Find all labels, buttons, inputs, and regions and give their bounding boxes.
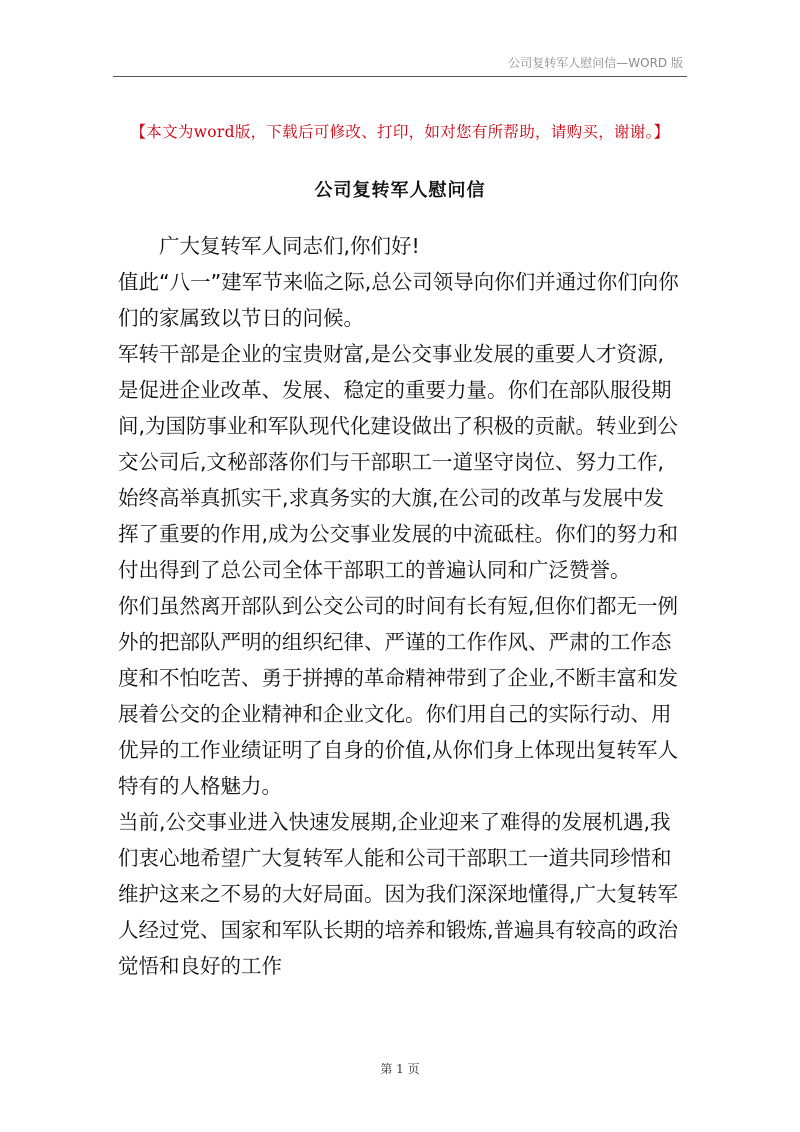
download-notice: 【本文为word版，下载后可修改、打印，如对您有所帮助，请购买，谢谢。】 [130,123,670,141]
running-header: 公司复转军人慰问信—WORD 版 [508,56,683,70]
letter-body [118,228,684,984]
header-divider [113,76,687,77]
body-paragraph: 军转干部是企业的宝贵财富,是公交事业发展的重要人才资源,是促进企业改革、发展、稳定的重要力量。你们在部队服役期间,为国防事业和军队现代化建设做出了积极的贡献。转业到公交公司后,文秘部落你们与干部职工一道坚守岗位、努力工作,始终高举真抓实干,求真务实的大旗,在公司的改革与发展中发挥了重要的作用,成为公交事业发展的中流砥柱。你们的努力和付出得到了总公司全体干部职工的普遍认同和广泛赞誉。 [118,342,679,582]
body-paragraph: 当前,公交事业进入快速发展期,企业迎来了难得的发展机遇,我们衷心地希望广大复转军人能和公司干部职工一道共同珍惜和维护这来之不易的大好局面。因为我们深深地懂得,广大复转军人经过党、国家和军队长期的培养和锻炼,普遍具有较高的政治觉悟和良好的工作 [118,810,679,978]
greeting-paragraph: 广大复转军人同志们,你们好! [159,234,420,258]
page-title: 公司复转军人慰问信 [314,180,486,201]
page-number: 第 1 页 [380,1062,420,1076]
body-paragraph: 值此“八一”建军节来临之际,总公司领导向你们并通过你们向你们的家属致以节日的问候。 [118,270,679,330]
body-paragraph: 你们虽然离开部队到公交公司的时间有长有短,但你们都无一例外的把部队严明的组织纪律、严谨的工作作风、严肃的工作态度和不怕吃苦、勇于拼搏的革命精神带到了企业,不断丰富和发展着公交的企业精神和企业文化。你们用自己的实际行动、用优异的工作业绩证明了自身的价值,从你们身上体现出复转军人特有的人格魅力。 [118,594,679,798]
